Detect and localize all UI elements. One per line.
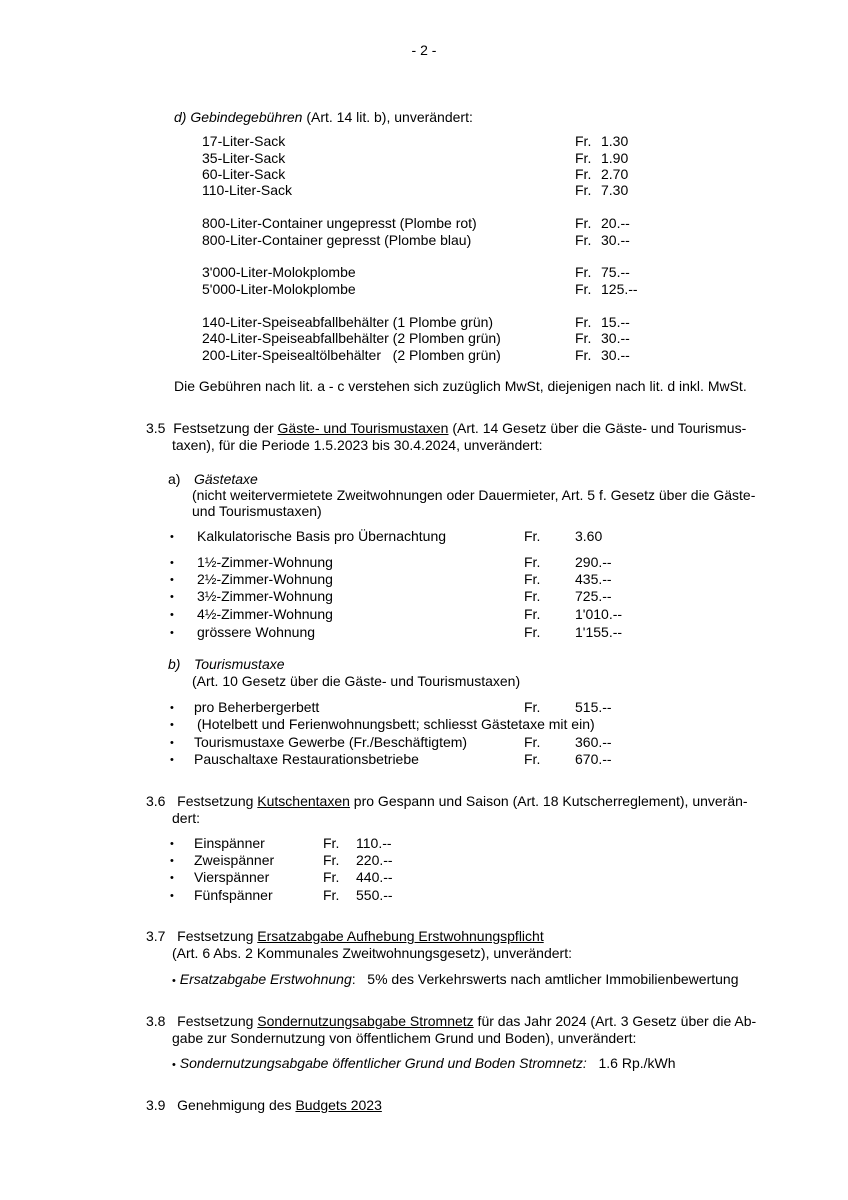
- bullet: •: [172, 1059, 176, 1071]
- fee-label: 200-Liter-Speisealtölbehälter (2 Plomben grün): [202, 347, 501, 363]
- page-number: - 2 -: [411, 42, 437, 58]
- fee-amount: 7.30: [601, 182, 629, 198]
- section-3-6-heading: [146, 793, 748, 810]
- fee-amount: 75.--: [601, 264, 630, 280]
- carriage-amount: 440.--: [356, 869, 393, 885]
- section-number: 3.8: [146, 1013, 166, 1029]
- section-3-5-line2: taxen), für die Periode 1.5.2023 bis 30.4.2024, unverändert:: [172, 437, 543, 453]
- section-3-8-line2: gabe zur Sondernutzung von öffentlichem Grund und Boden), unverändert:: [172, 1030, 637, 1046]
- basis-label: Kalkulatorische Basis pro Übernachtung: [197, 528, 447, 544]
- fee-currency: Fr.: [575, 182, 592, 198]
- fee-label: 140-Liter-Speiseabfallbehälter (1 Plombe grün): [202, 314, 494, 330]
- fee-amount: 125.--: [601, 281, 638, 297]
- bullet: •: [172, 975, 176, 987]
- subsection-b-prefix: b): [168, 656, 181, 672]
- apartment-amount: 1'010.--: [575, 606, 623, 622]
- bullet: •: [170, 574, 174, 586]
- bullet: •: [170, 872, 174, 884]
- fee-label: 800-Liter-Container gepresst (Plombe blau): [202, 232, 472, 248]
- bullet: •: [170, 890, 174, 902]
- fee-currency: Fr.: [575, 330, 592, 346]
- fee-currency: Fr.: [575, 347, 592, 363]
- tourism-amount: 670.--: [575, 751, 612, 767]
- replacement-levy-text: : 5% des Verkehrswerts nach amtlicher Immobilienbewertung: [351, 971, 739, 987]
- bullet: •: [170, 719, 174, 731]
- tourism-label: Pauschaltaxe Restaurationsbetriebe: [194, 751, 419, 767]
- section-number: 3.5: [146, 420, 166, 436]
- fee-currency: Fr.: [575, 166, 592, 182]
- bullet: •: [170, 627, 174, 639]
- subsection-a-title: Gästetaxe: [194, 471, 258, 487]
- apartment-amount: 1'155.--: [575, 624, 623, 640]
- section-3-7-pre: Festsetzung: [177, 928, 258, 944]
- fee-amount: 1.90: [601, 150, 629, 166]
- fee-label: 3'000-Liter-Molokplombe: [202, 264, 356, 280]
- carriage-label: Zweispänner: [194, 852, 275, 868]
- bullet: •: [170, 838, 174, 850]
- section-d-title: Gebindegebühren: [190, 109, 303, 125]
- section-3-5-pre: Festsetzung der: [173, 420, 278, 436]
- carriage-currency: Fr.: [323, 887, 340, 903]
- special-use-levy-label: Sondernutzungsabgabe öffentlicher Grund und Boden Stromnetz:: [179, 1055, 587, 1071]
- fee-amount: 20.--: [601, 215, 630, 231]
- tourism-label: (Hotelbett und Ferienwohnungsbett; schliesst Gästetaxe mit ein): [197, 716, 595, 732]
- section-3-8-heading: [146, 1013, 756, 1030]
- section-3-7-line2: (Art. 6 Abs. 2 Kommunales Zweitwohnungsgesetz), unverändert:: [172, 945, 572, 961]
- fee-label: 35-Liter-Sack: [202, 150, 286, 166]
- apartment-currency: Fr.: [524, 606, 541, 622]
- section-3-6-line2: dert:: [172, 810, 201, 826]
- section-d-suffix: (Art. 14 lit. b), unverändert:: [302, 109, 473, 125]
- section-3-6-pre: Festsetzung: [177, 793, 258, 809]
- section-number: 3.9: [146, 1097, 166, 1113]
- tourism-currency: Fr.: [524, 734, 541, 750]
- section-3-6-post: pro Gespann und Saison (Art. 18 Kutscherreglement), unverän-: [349, 793, 748, 809]
- fee-label: 240-Liter-Speiseabfallbehälter (2 Plomben grün): [202, 330, 501, 346]
- bullet: •: [170, 855, 174, 867]
- section-3-7-heading: [146, 928, 544, 945]
- fee-label: 110-Liter-Sack: [202, 182, 293, 198]
- carriage-currency: Fr.: [323, 852, 340, 868]
- section-3-9-pre: Genehmigung des: [177, 1097, 296, 1113]
- tourism-amount: 360.--: [575, 734, 612, 750]
- fee-currency: Fr.: [575, 314, 592, 330]
- fee-currency: Fr.: [575, 150, 592, 166]
- subsection-b-desc: (Art. 10 Gesetz über die Gäste- und Tourismustaxen): [192, 673, 521, 689]
- basis-amount: 3.60: [575, 528, 603, 544]
- apartment-currency: Fr.: [524, 571, 541, 587]
- section-3-5-link: Gäste- und Tourismustaxen: [277, 420, 449, 436]
- fee-amount: 1.30: [601, 133, 629, 149]
- fee-currency: Fr.: [575, 133, 592, 149]
- fee-currency: Fr.: [575, 232, 592, 248]
- fee-amount: 30.--: [601, 347, 630, 363]
- section-3-8-bullet-line: [172, 1055, 676, 1074]
- apartment-label: 2½-Zimmer-Wohnung: [197, 571, 333, 587]
- section-3-8-post: für das Jahr 2024 (Art. 3 Gesetz über die Ab-: [473, 1013, 757, 1029]
- subsection-a-desc2: und Tourismustaxen): [192, 503, 322, 519]
- tourism-amount: 515.--: [575, 699, 612, 715]
- apartment-amount: 290.--: [575, 554, 612, 570]
- fee-label: 60-Liter-Sack: [202, 166, 286, 182]
- bullet: •: [170, 531, 174, 543]
- tourism-label: pro Beherbergerbett: [194, 699, 320, 715]
- fee-label: 5'000-Liter-Molokplombe: [202, 281, 356, 297]
- apartment-label: 1½-Zimmer-Wohnung: [197, 554, 333, 570]
- apartment-currency: Fr.: [524, 588, 541, 604]
- subsection-a-prefix: a): [168, 471, 181, 487]
- fee-label: 800-Liter-Container ungepresst (Plombe rot): [202, 215, 477, 231]
- fee-label: 17-Liter-Sack: [202, 133, 286, 149]
- carriage-amount: 550.--: [356, 887, 393, 903]
- section-3-6-link: Kutschentaxen: [257, 793, 350, 809]
- tourism-currency: Fr.: [524, 751, 541, 767]
- bullet: •: [170, 609, 174, 621]
- carriage-amount: 110.--: [356, 835, 392, 851]
- subsection-b-title: Tourismustaxe: [194, 656, 285, 672]
- bullet: •: [170, 737, 174, 749]
- basis-currency: Fr.: [524, 528, 541, 544]
- section-d-heading: [174, 109, 473, 126]
- section-3-5-heading: [146, 420, 746, 437]
- section-3-5-post: (Art. 14 Gesetz über die Gäste- und Tourismus-: [448, 420, 747, 436]
- carriage-label: Vierspänner: [194, 869, 270, 885]
- special-use-levy-value: 1.6 Rp./kWh: [598, 1055, 676, 1071]
- section-3-9-heading: [146, 1097, 382, 1114]
- section-3-7-link: Ersatzabgabe Aufhebung Erstwohnungspflicht: [257, 928, 544, 944]
- carriage-label: Einspänner: [194, 835, 265, 851]
- fee-currency: Fr.: [575, 264, 592, 280]
- section-number: 3.7: [146, 928, 166, 944]
- vat-note: Die Gebühren nach lit. a - c verstehen sich zuzüglich MwSt, diejenigen nach lit. d inkl. MwSt.: [174, 378, 747, 394]
- apartment-amount: 435.--: [575, 571, 612, 587]
- subsection-a-desc1: (nicht weitervermietete Zweitwohnungen oder Dauermieter, Art. 5 f. Gesetz über die Gäste-: [192, 487, 756, 503]
- section-d-prefix: d): [174, 109, 187, 125]
- apartment-label: 4½-Zimmer-Wohnung: [197, 606, 333, 622]
- fee-amount: 30.--: [601, 232, 630, 248]
- bullet: •: [170, 557, 174, 569]
- fee-amount: 15.--: [601, 314, 630, 330]
- tourism-label: Tourismustaxe Gewerbe (Fr./Beschäftigtem): [194, 734, 468, 750]
- fee-amount: 2.70: [601, 166, 629, 182]
- carriage-currency: Fr.: [323, 835, 340, 851]
- apartment-amount: 725.--: [575, 588, 612, 604]
- fee-currency: Fr.: [575, 281, 592, 297]
- section-number: 3.6: [146, 793, 166, 809]
- section-3-9-link: Budgets 2023: [295, 1097, 382, 1113]
- bullet: •: [170, 591, 174, 603]
- apartment-currency: Fr.: [524, 554, 541, 570]
- section-3-7-bullet-line: [172, 971, 738, 990]
- carriage-amount: 220.--: [356, 852, 393, 868]
- apartment-label: 3½-Zimmer-Wohnung: [197, 588, 333, 604]
- tourism-currency: Fr.: [524, 699, 541, 715]
- carriage-label: Fünfspänner: [194, 887, 273, 903]
- fee-currency: Fr.: [575, 215, 592, 231]
- fee-amount: 30.--: [601, 330, 630, 346]
- bullet: •: [170, 754, 174, 766]
- carriage-currency: Fr.: [323, 869, 340, 885]
- apartment-currency: Fr.: [524, 624, 541, 640]
- replacement-levy-label: Ersatzabgabe Erstwohnung: [179, 971, 352, 987]
- bullet: •: [170, 702, 174, 714]
- section-3-8-pre: Festsetzung: [177, 1013, 258, 1029]
- apartment-label: grössere Wohnung: [197, 624, 316, 640]
- section-3-8-link: Sondernutzungsabgabe Stromnetz: [257, 1013, 474, 1029]
